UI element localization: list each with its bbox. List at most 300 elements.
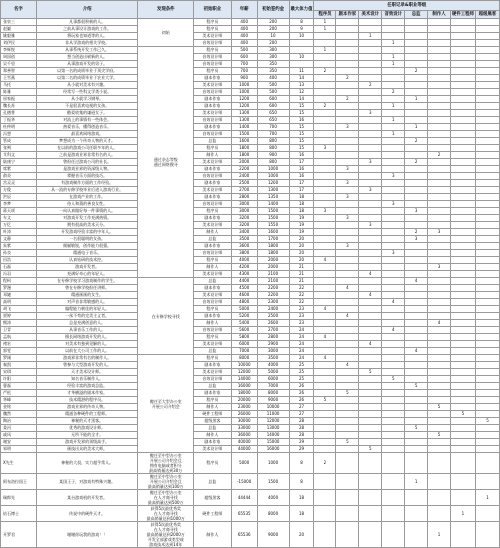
cell-level-5 bbox=[428, 490, 451, 506]
table-row bbox=[1, 26, 500, 33]
cell-level-6 bbox=[450, 490, 475, 506]
cell-level-6 bbox=[450, 362, 475, 369]
cell-level-3 bbox=[382, 257, 405, 264]
cell-signing: 500 bbox=[257, 89, 289, 96]
cell-level-1: 3 bbox=[336, 215, 359, 222]
cell-salary: 65535 bbox=[231, 506, 257, 522]
cell-level-2 bbox=[359, 355, 382, 362]
cell-level-2: 4 bbox=[359, 271, 382, 278]
cell-signing: 5000 bbox=[257, 369, 289, 376]
cell-stamina: 20 bbox=[289, 250, 314, 257]
cell-level-5 bbox=[428, 446, 451, 453]
table-row bbox=[1, 117, 500, 124]
cell-stamina: 20 bbox=[289, 522, 314, 548]
cell-level-1 bbox=[336, 453, 359, 474]
cell-job: 美术设计师 bbox=[193, 341, 231, 348]
cell-level-5 bbox=[428, 299, 451, 306]
cell-level-0 bbox=[314, 54, 336, 61]
cell-level-2 bbox=[359, 327, 382, 334]
cell-level-6 bbox=[450, 82, 475, 89]
cell-level-5 bbox=[428, 390, 451, 397]
cell-name: 瑞郎先 bbox=[1, 490, 37, 506]
cell-level-2 bbox=[359, 173, 382, 180]
table-row bbox=[1, 75, 500, 82]
cell-level-0 bbox=[314, 82, 336, 89]
cell-name: 车文 bbox=[1, 215, 37, 222]
cell-level-2 bbox=[359, 243, 382, 250]
table-row bbox=[1, 187, 500, 194]
cell-stamina: 29 bbox=[289, 439, 314, 446]
cell-salary: 5000 bbox=[231, 306, 257, 313]
cell-level-3 bbox=[382, 145, 405, 152]
cell-level-6 bbox=[450, 404, 475, 411]
cell-level-6 bbox=[450, 75, 475, 82]
cell-level-4 bbox=[405, 89, 428, 96]
cell-level-1 bbox=[336, 173, 359, 180]
cell-signing: 13000 bbox=[257, 425, 289, 432]
cell-salary: 18000 bbox=[231, 390, 257, 397]
cell-level-3 bbox=[382, 194, 405, 201]
cell-level-3 bbox=[382, 292, 405, 299]
cell-job: 总监 bbox=[193, 278, 231, 285]
cell-level-7 bbox=[475, 390, 499, 397]
cell-level-3 bbox=[382, 285, 405, 292]
table-row bbox=[1, 243, 500, 250]
cell-level-1 bbox=[336, 306, 359, 313]
cell-level-5 bbox=[428, 418, 451, 425]
header-name: 名字 bbox=[1, 1, 37, 19]
cell-level-0 bbox=[314, 348, 336, 355]
header-job-4: 总监 bbox=[405, 11, 428, 19]
cell-level-0 bbox=[314, 474, 336, 490]
cell-level-6 bbox=[450, 453, 475, 474]
cell-level-7 bbox=[475, 320, 499, 327]
cell-job: 程序员 bbox=[193, 355, 231, 362]
cell-level-5 bbox=[428, 173, 451, 180]
cell-level-3 bbox=[382, 334, 405, 341]
cell-level-7 bbox=[475, 397, 499, 404]
cell-level-3 bbox=[382, 439, 405, 446]
cell-level-4 bbox=[405, 306, 428, 313]
cell-stamina: 12 bbox=[289, 89, 314, 96]
cell-level-6 bbox=[450, 180, 475, 187]
cell-level-6 bbox=[450, 376, 475, 383]
cell-level-5 bbox=[428, 33, 451, 40]
cell-level-0 bbox=[314, 490, 336, 506]
cell-job: 美术设计师 bbox=[193, 271, 231, 278]
cell-intro: 待人和蔼的善良女性。 bbox=[36, 201, 138, 208]
cell-level-0 bbox=[314, 61, 336, 68]
cell-salary: 4400 bbox=[231, 278, 257, 285]
cell-level-4: 2 bbox=[405, 68, 428, 75]
cell-signing: 1400 bbox=[257, 201, 289, 208]
cell-job: 制作人 bbox=[193, 522, 231, 548]
cell-level-4 bbox=[405, 47, 428, 54]
cell-level-2 bbox=[359, 117, 382, 124]
table-row bbox=[1, 54, 500, 61]
cell-salary: 26000 bbox=[231, 411, 257, 418]
cell-level-7 bbox=[475, 264, 499, 271]
cell-level-5 bbox=[428, 506, 451, 522]
cell-level-7 bbox=[475, 159, 499, 166]
cell-name: 屈家振 bbox=[1, 96, 37, 103]
cell-level-4 bbox=[405, 194, 428, 201]
cell-name: 郑善智 bbox=[1, 68, 37, 75]
table-row bbox=[1, 439, 500, 446]
cell-level-2 bbox=[359, 397, 382, 404]
cell-level-2 bbox=[359, 453, 382, 474]
cell-intro: 凡事都很积极的人。 bbox=[36, 19, 138, 26]
cell-level-2 bbox=[359, 89, 382, 96]
cell-name: 叶涛 bbox=[1, 229, 37, 236]
cell-level-3 bbox=[382, 159, 405, 166]
cell-level-5 bbox=[428, 271, 451, 278]
cell-level-0 bbox=[314, 285, 336, 292]
cell-stamina: 17 bbox=[289, 159, 314, 166]
cell-level-1 bbox=[336, 411, 359, 418]
cell-level-5 bbox=[428, 425, 451, 432]
table-row bbox=[1, 222, 500, 229]
cell-level-4 bbox=[405, 215, 428, 222]
cell-level-2 bbox=[359, 299, 382, 306]
cell-stamina: 29 bbox=[289, 446, 314, 453]
cell-level-7 bbox=[475, 124, 499, 131]
cell-level-4: 1 bbox=[405, 474, 428, 490]
cell-intro: 画技出众的美术大师。 bbox=[36, 446, 138, 453]
cell-job: 美术设计师 bbox=[193, 222, 231, 229]
cell-level-1 bbox=[336, 61, 359, 68]
cell-salary: 1300 bbox=[231, 110, 257, 117]
cell-signing: 700 bbox=[257, 124, 289, 131]
cell-signing: 1800 bbox=[257, 250, 289, 257]
cell-level-6 bbox=[450, 418, 475, 425]
cell-stamina: 16 bbox=[289, 166, 314, 173]
cell-stamina: 23 bbox=[289, 320, 314, 327]
cell-level-5 bbox=[428, 453, 451, 474]
cell-intro: 在以前的游戏公司任职多年的人。 bbox=[36, 145, 138, 152]
table-row bbox=[1, 40, 500, 47]
cell-stamina: 15 bbox=[289, 124, 314, 131]
cell-level-7: 5 bbox=[475, 418, 499, 425]
cell-level-7 bbox=[475, 152, 499, 159]
table-row bbox=[1, 383, 500, 390]
cell-level-5 bbox=[428, 131, 451, 138]
cell-signing: 800 bbox=[257, 159, 289, 166]
table-row bbox=[1, 418, 500, 425]
cell-salary: 3500 bbox=[231, 236, 257, 243]
cell-level-3: 1 bbox=[382, 61, 405, 68]
cell-level-6 bbox=[450, 397, 475, 404]
cell-stamina: 21 bbox=[289, 264, 314, 271]
cell-stamina: 28 bbox=[289, 432, 314, 439]
cell-level-3: 1 bbox=[382, 131, 405, 138]
cell-job: 音效设计师 bbox=[193, 299, 231, 306]
cell-name: 蒋天颂 bbox=[1, 208, 37, 215]
cell-level-5 bbox=[428, 19, 451, 26]
cell-level-4 bbox=[405, 103, 428, 110]
cell-stamina: 26 bbox=[289, 390, 314, 397]
cell-level-5 bbox=[428, 180, 451, 187]
cell-signing: 300 bbox=[257, 54, 289, 61]
cell-stamina: 16 bbox=[289, 152, 314, 159]
cell-level-4 bbox=[405, 33, 428, 40]
cell-intro: 从事系统开发工作已久。 bbox=[36, 47, 138, 54]
cell-level-1 bbox=[336, 33, 359, 40]
cell-level-2 bbox=[359, 348, 382, 355]
cell-name: 俞炎 bbox=[1, 173, 37, 180]
cell-stamina: 26 bbox=[289, 383, 314, 390]
cell-intro: 某国王子，对游戏有特殊兴趣。 bbox=[36, 474, 138, 490]
cell-level-2: 3 bbox=[359, 159, 382, 166]
cell-salary: 3800 bbox=[231, 250, 257, 257]
cell-level-3 bbox=[382, 355, 405, 362]
cell-stamina: 15 bbox=[289, 145, 314, 152]
cell-level-1 bbox=[336, 327, 359, 334]
cell-name: 罗刚 bbox=[1, 355, 37, 362]
cell-signing: 1550 bbox=[257, 222, 289, 229]
cell-level-4 bbox=[405, 355, 428, 362]
cell-level-6 bbox=[450, 131, 475, 138]
cell-salary: 1800 bbox=[231, 152, 257, 159]
cell-level-3 bbox=[382, 383, 405, 390]
cell-level-2 bbox=[359, 201, 382, 208]
cell-level-3: 1 bbox=[382, 103, 405, 110]
cell-level-5 bbox=[428, 215, 451, 222]
cell-level-2 bbox=[359, 229, 382, 236]
cell-level-0 bbox=[314, 138, 336, 145]
cell-level-1: 3 bbox=[336, 194, 359, 201]
cell-salary: 2800 bbox=[231, 194, 257, 201]
cell-name: 阿布洛拉国王 bbox=[1, 474, 37, 490]
cell-job: 美术设计师 bbox=[193, 187, 231, 194]
cell-level-1 bbox=[336, 131, 359, 138]
cell-intro: 梦想成为一个传奇人物的天才。 bbox=[36, 138, 138, 145]
cell-level-7 bbox=[475, 201, 499, 208]
cell-intro: 从事游戏开发的男子。 bbox=[36, 61, 138, 68]
table-row bbox=[1, 61, 500, 68]
cell-level-2 bbox=[359, 215, 382, 222]
cell-intro: 想当创造出崭新的人。 bbox=[36, 54, 138, 61]
cell-level-3 bbox=[382, 446, 405, 453]
cell-level-3 bbox=[382, 506, 405, 522]
cell-level-2 bbox=[359, 474, 382, 490]
cell-level-3: 4 bbox=[382, 299, 405, 306]
cell-level-7 bbox=[475, 313, 499, 320]
cell-signing: 3500 bbox=[257, 355, 289, 362]
cell-level-7 bbox=[475, 82, 499, 89]
header-job-3: 音效设计 bbox=[382, 11, 405, 19]
cell-stamina: 10 bbox=[289, 54, 314, 61]
cell-job: 总监 bbox=[193, 138, 231, 145]
cell-intro: 游戏开发界的顶级高手。 bbox=[36, 439, 138, 446]
cell-level-7 bbox=[475, 243, 499, 250]
table-row bbox=[1, 236, 500, 243]
cell-level-7 bbox=[475, 89, 499, 96]
cell-job: 音效设计师 bbox=[193, 40, 231, 47]
cell-level-3 bbox=[382, 138, 405, 145]
cell-level-7 bbox=[475, 40, 499, 47]
cell-level-3: 1 bbox=[382, 117, 405, 124]
cell-level-4 bbox=[405, 110, 428, 117]
cell-level-6 bbox=[450, 285, 475, 292]
cell-level-2 bbox=[359, 152, 382, 159]
cell-level-1 bbox=[336, 425, 359, 432]
cell-signing: 6000 bbox=[257, 376, 289, 383]
cell-level-4 bbox=[405, 40, 428, 47]
cell-level-5 bbox=[428, 159, 451, 166]
cell-level-4 bbox=[405, 320, 428, 327]
cell-name: 罗漫 bbox=[1, 285, 37, 292]
cell-condition: 获得5次最优秀奖 在人才商寻找 最高销量达到1000万 bbox=[138, 506, 193, 522]
header-condition: 发现条件 bbox=[138, 1, 193, 19]
cell-level-5 bbox=[428, 278, 451, 285]
cell-level-4 bbox=[405, 243, 428, 250]
cell-job: 程序员 bbox=[193, 257, 231, 264]
cell-level-1 bbox=[336, 278, 359, 285]
cell-level-4: 3 bbox=[405, 208, 428, 215]
cell-level-4 bbox=[405, 404, 428, 411]
cell-level-6 bbox=[450, 61, 475, 68]
cell-level-1 bbox=[336, 145, 359, 152]
cell-level-0 bbox=[314, 506, 336, 522]
cell-job: 剧本作家 bbox=[193, 166, 231, 173]
cell-name: 贾婷 bbox=[1, 313, 37, 320]
cell-intro: 游戏业界的传奇人物。 bbox=[36, 404, 138, 411]
cell-level-0 bbox=[314, 110, 336, 117]
cell-level-5 bbox=[428, 355, 451, 362]
cell-level-5 bbox=[428, 341, 451, 348]
header-signing: 初始签约金 bbox=[257, 1, 289, 19]
cell-level-0 bbox=[314, 446, 336, 453]
cell-level-5 bbox=[428, 89, 451, 96]
cell-level-0: 1 bbox=[314, 19, 336, 26]
cell-job: 美术设计师 bbox=[193, 369, 231, 376]
cell-job: 程序员 bbox=[193, 397, 231, 404]
cell-salary: 12000 bbox=[231, 369, 257, 376]
cell-level-6 bbox=[450, 292, 475, 299]
cell-level-7 bbox=[475, 411, 499, 418]
cell-level-7 bbox=[475, 131, 499, 138]
cell-level-6 bbox=[450, 110, 475, 117]
cell-level-7 bbox=[475, 54, 499, 61]
header-job-6: 硬件工程师 bbox=[451, 12, 474, 17]
cell-salary: 900 bbox=[231, 75, 257, 82]
cell-salary: 16000 bbox=[231, 383, 257, 390]
header-job-7: 超级黑客 bbox=[475, 11, 499, 19]
cell-level-3 bbox=[382, 229, 405, 236]
cell-level-3 bbox=[382, 236, 405, 243]
header-job-0: 程序员 bbox=[314, 11, 336, 19]
cell-level-6 bbox=[450, 278, 475, 285]
cell-job: 程序员 bbox=[193, 47, 231, 54]
cell-salary: 1800 bbox=[231, 145, 257, 152]
cell-intro: 掌握音乐方面的技巧。 bbox=[36, 173, 138, 180]
cell-level-6 bbox=[450, 187, 475, 194]
cell-level-7 bbox=[475, 250, 499, 257]
cell-level-2 bbox=[359, 257, 382, 264]
table-row bbox=[1, 264, 500, 271]
cell-condition: 在专修学校寻找 bbox=[138, 278, 193, 355]
cell-level-4 bbox=[405, 397, 428, 404]
cell-level-3: 4 bbox=[382, 327, 405, 334]
cell-level-6 bbox=[450, 243, 475, 250]
cell-stamina: 16 bbox=[289, 117, 314, 124]
cell-level-0 bbox=[314, 299, 336, 306]
cell-level-5 bbox=[428, 250, 451, 257]
cell-level-5 bbox=[428, 411, 451, 418]
cell-level-6 bbox=[450, 257, 475, 264]
cell-level-2 bbox=[359, 506, 382, 522]
cell-intro: 传说中的硬件天才。 bbox=[36, 506, 138, 522]
cell-salary: 7000 bbox=[231, 348, 257, 355]
cell-job: 剧本作家 bbox=[193, 75, 231, 82]
cell-name: 万忆 bbox=[1, 222, 37, 229]
header-job-record: 任职记录&职业等级 bbox=[314, 1, 500, 11]
table-row bbox=[1, 103, 500, 110]
cell-level-0 bbox=[314, 250, 336, 257]
cell-salary: 2200 bbox=[231, 166, 257, 173]
cell-intro: 总是充满创意的人。 bbox=[36, 320, 138, 327]
cell-level-3 bbox=[382, 243, 405, 250]
cell-level-1: 2 bbox=[336, 75, 359, 82]
cell-intro: 以第二名的成绩毕业于农业大学。 bbox=[36, 75, 138, 82]
cell-level-7 bbox=[475, 194, 499, 201]
cell-signing: 1800 bbox=[257, 243, 289, 250]
cell-level-2 bbox=[359, 180, 382, 187]
cell-level-3 bbox=[382, 411, 405, 418]
cell-job: 剧本作家 bbox=[193, 243, 231, 250]
cell-stamina: 17 bbox=[289, 187, 314, 194]
cell-intro: 最喜欢网络游戏。 bbox=[36, 131, 138, 138]
cell-condition: 初始 bbox=[138, 19, 193, 47]
cell-level-4: 1 bbox=[405, 124, 428, 131]
cell-signing: 2100 bbox=[257, 271, 289, 278]
cell-stamina: 16 bbox=[289, 173, 314, 180]
cell-level-7 bbox=[475, 222, 499, 229]
cell-salary: 400 bbox=[231, 40, 257, 47]
table-row bbox=[1, 397, 500, 404]
cell-intro: 酷爱收集的谦逊女子。 bbox=[36, 110, 138, 117]
cell-name: 丁振华 bbox=[1, 117, 37, 124]
cell-name: 洪辰 bbox=[1, 194, 37, 201]
cell-job: 制作人 bbox=[193, 229, 231, 236]
cell-stamina: 15 bbox=[289, 131, 314, 138]
cell-level-4 bbox=[405, 439, 428, 446]
cell-salary: 8000 bbox=[231, 355, 257, 362]
cell-job: 硬件工程师 bbox=[193, 411, 231, 418]
cell-level-6 bbox=[450, 194, 475, 201]
cell-level-5 bbox=[428, 397, 451, 404]
cell-name: 宋琪 bbox=[1, 369, 37, 376]
cell-stamina: 18 bbox=[289, 506, 314, 522]
cell-level-4 bbox=[405, 75, 428, 82]
cell-level-3 bbox=[382, 33, 405, 40]
cell-job: 总监 bbox=[193, 474, 231, 490]
cell-level-7 bbox=[475, 117, 499, 124]
cell-level-0: 2 bbox=[314, 103, 336, 110]
cell-level-4 bbox=[405, 292, 428, 299]
cell-level-3 bbox=[382, 320, 405, 327]
cell-level-2 bbox=[359, 404, 382, 411]
table-row bbox=[1, 110, 500, 117]
cell-level-4 bbox=[405, 506, 428, 522]
cell-level-7 bbox=[475, 376, 499, 383]
cell-salary: 3600 bbox=[231, 243, 257, 250]
cell-signing: 1500 bbox=[257, 215, 289, 222]
table-row bbox=[1, 82, 500, 89]
cell-signing: 650 bbox=[257, 117, 289, 124]
cell-intro: 之前从事设计游戏的工作。 bbox=[36, 26, 138, 33]
